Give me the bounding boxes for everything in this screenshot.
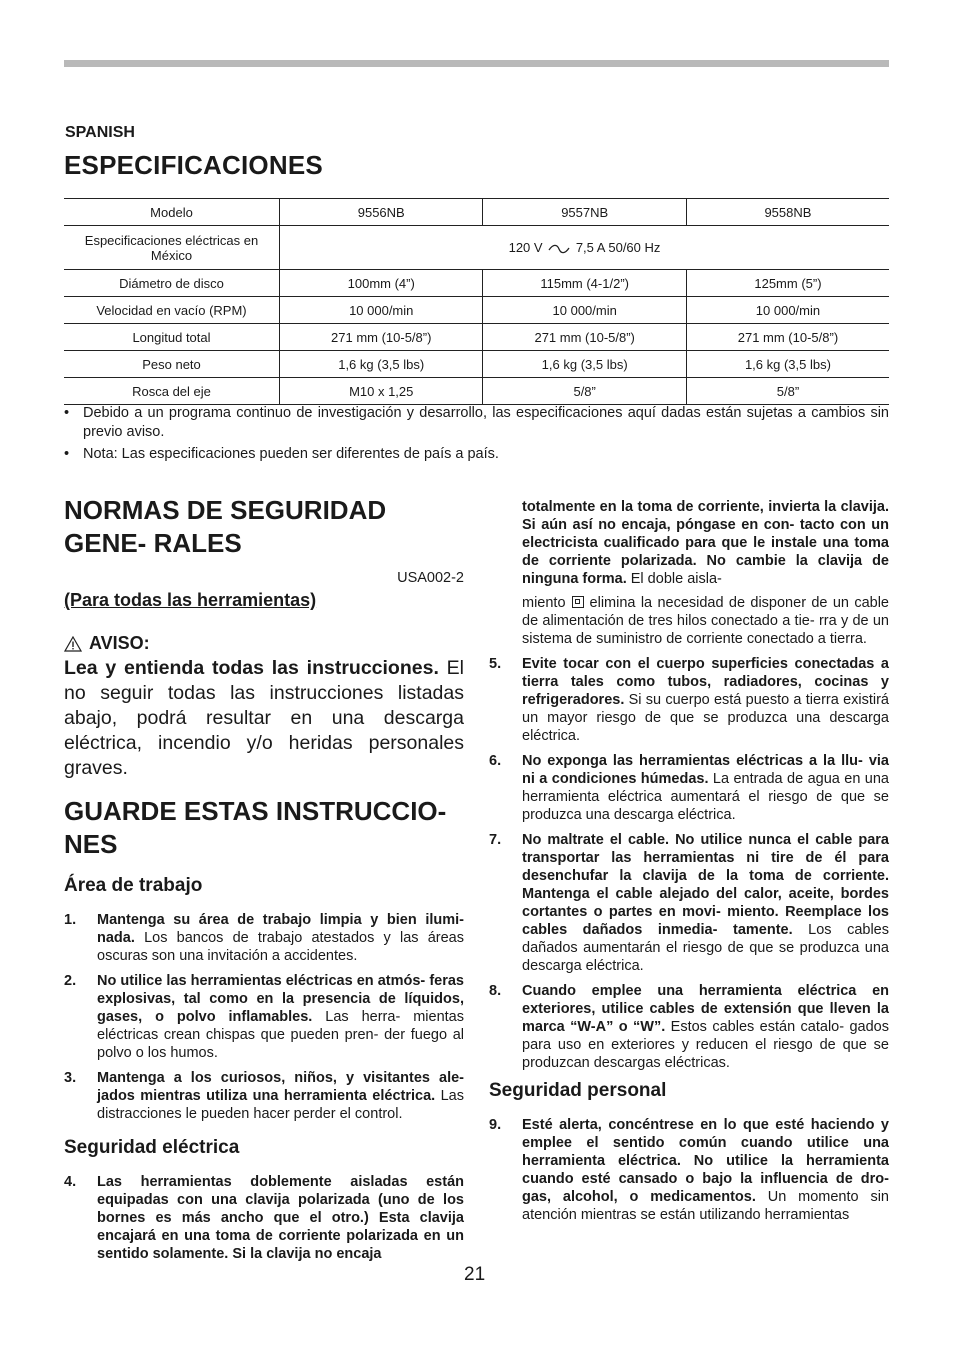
- list-item: [489, 752, 889, 824]
- table-cell: 10 000/min: [483, 297, 686, 324]
- list-item: [64, 972, 464, 1062]
- item-text: Las herra- mientas eléctricas crean chispas que pueden pren- der fuego al polvo o los humos.: [97, 1009, 464, 1061]
- note-text: Debido a un programa continuo de investigación y desarrollo, las especificaciones aquí dadas están sujetas a cambios sin previo aviso.: [83, 405, 889, 440]
- current-text: 7,5 A 50/60 Hz: [575, 240, 661, 255]
- table-row: [64, 324, 889, 351]
- table-cell: 5/8”: [686, 378, 889, 405]
- table-row: [64, 270, 889, 297]
- table-cell: M10 x 1,25: [280, 378, 483, 405]
- table-row: [64, 378, 889, 405]
- item-bold: No exponga las herramientas eléctricas a la llu- via ni a condiciones húmedas.: [522, 753, 889, 787]
- warning-text: [64, 656, 464, 781]
- right-column: [489, 498, 889, 1231]
- item-text: La entrada de agua en una herramienta eléctrica aumentará el riesgo de que se produzca una descarga eléctrica.: [522, 771, 889, 823]
- item-text: Si su cuerpo está puesto a tierra existirá un mayor riesgo de que se produzca una descarga eléctrica.: [522, 692, 889, 744]
- model-cell: 9557NB: [483, 199, 686, 226]
- warning-lead-text: El no seguir todas las instrucciones listadas abajo, podrá resultar en una descarga eléctrica, incendio y/o heridas personales graves.: [64, 657, 464, 779]
- note-text: Nota: Las especificaciones pueden ser diferentes de país a país.: [83, 446, 499, 462]
- item-number: 5.: [489, 656, 502, 672]
- table-cell: 271 mm (10-5/8”): [483, 324, 686, 351]
- item-bold: Las herramientas doblemente aisladas están equipadas con una clavija polarizada (uno de los bornes es más ancho que el otro.) Esta clavija encajará en una toma de corriente polarizada en un sentido solamente. Si la clavija no encaja: [97, 1174, 464, 1262]
- left-column: [64, 494, 464, 1270]
- row-label: Especificaciones eléctricas en México: [64, 226, 280, 270]
- row-label: Velocidad en vacío (RPM): [64, 297, 280, 324]
- language-label: SPANISH: [65, 124, 135, 141]
- warning-lead-bold: Lea y entienda todas las instrucciones.: [64, 657, 439, 679]
- table-cell: 271 mm (10-5/8”): [686, 324, 889, 351]
- list-item: [489, 831, 889, 975]
- item-text: Los cables dañados aumentarán el riesgo de que se produzca una descarga eléctrica.: [522, 922, 889, 974]
- table-cell: 115mm (4-1/2”): [483, 270, 686, 297]
- item-text: miento: [522, 595, 566, 611]
- item-bold: Mantenga su área de trabajo limpia y bien ilumi- nada.: [97, 912, 464, 946]
- item-bold: Esté alerta, concéntrese en lo que esté haciendo y emplee el sentido común cuando utilice una herramienta eléctrica. No utilice la herramienta cuando esté cansado o bajo la influencia de dro- gas, alcohol, o medicamentos.: [522, 1117, 889, 1205]
- bullet: •: [64, 446, 70, 462]
- row-label: Longitud total: [64, 324, 280, 351]
- item-bold: totalmente en la toma de corriente, invierta la clavija. Si aún así no encaja, póngase en con- tacto con un electricista cualificado para que le instale una toma de corriente polarizada. No cambie la clavija de ninguna forma.: [522, 499, 889, 587]
- table-cell: 125mm (5”): [686, 270, 889, 297]
- electrical-value: [280, 226, 890, 270]
- warning-triangle-icon: [64, 636, 82, 652]
- table-cell: 1,6 kg (3,5 lbs): [280, 351, 483, 378]
- table-row: [64, 199, 889, 226]
- table-row: [64, 297, 889, 324]
- item-number: 9.: [489, 1117, 502, 1133]
- item-number: 7.: [489, 832, 502, 848]
- note-item: [64, 445, 889, 464]
- item-bold: No utilice las herramientas eléctricas en atmós- feras explosivas, tal como en la presencia de líquidos, gases, o polvo inflamables.: [97, 973, 464, 1025]
- item-number: 6.: [489, 753, 502, 769]
- electrical-safety-heading: Seguridad eléctrica: [64, 1137, 240, 1158]
- item-number: 2.: [64, 973, 77, 989]
- warning-label: AVISO:: [89, 633, 150, 653]
- list-item: [489, 1116, 889, 1224]
- table-cell: 1,6 kg (3,5 lbs): [483, 351, 686, 378]
- safety-title: NORMAS DE SEGURIDAD GENE- RALES: [64, 495, 387, 558]
- table-cell: 1,6 kg (3,5 lbs): [686, 351, 889, 378]
- table-cell: 10 000/min: [280, 297, 483, 324]
- row-label: Diámetro de disco: [64, 270, 280, 297]
- table-row: [64, 351, 889, 378]
- item-number: 4.: [64, 1174, 77, 1190]
- table-cell: 10 000/min: [686, 297, 889, 324]
- safety-subtitle: (Para todas las herramientas): [64, 590, 317, 610]
- header-rule: [64, 60, 889, 67]
- list-item: [64, 911, 464, 965]
- row-label: Modelo: [64, 199, 280, 226]
- list-item: [64, 1069, 464, 1123]
- item-text: El doble aisla-: [626, 571, 722, 587]
- list-item-continuation: [489, 594, 889, 648]
- table-cell: 271 mm (10-5/8”): [280, 324, 483, 351]
- spec-notes: [64, 404, 889, 467]
- model-cell: 9556NB: [280, 199, 483, 226]
- item-text: Los bancos de trabajo atestados y las áreas oscuras son una invitación a accidentes.: [97, 930, 464, 964]
- voltage-text: 120 V: [508, 240, 543, 255]
- work-area-heading: Área de trabajo: [64, 875, 203, 896]
- save-instructions-title: GUARDE ESTAS INSTRUCCIO- NES: [64, 796, 447, 859]
- item-number: 3.: [64, 1070, 77, 1086]
- document-code: USA002-2: [397, 570, 464, 586]
- double-insulation-icon: [572, 596, 584, 608]
- item-text: Estos cables están catalo- gados para uso en exteriores y reducen el riesgo de que se produzcan descargas eléctricas.: [522, 1019, 889, 1071]
- specifications-title: ESPECIFICACIONES: [64, 150, 323, 180]
- model-cell: 9558NB: [686, 199, 889, 226]
- table-cell: 5/8”: [483, 378, 686, 405]
- item-bold: Mantenga a los curiosos, niños, y visitantes ale- jados mientras utiliza una herramienta eléctrica.: [97, 1070, 464, 1104]
- list-item: [489, 982, 889, 1072]
- row-label: Rosca del eje: [64, 378, 280, 405]
- list-item-continuation: [489, 498, 889, 588]
- list-item: [64, 1173, 464, 1263]
- item-bold: Evite tocar con el cuerpo superficies conectadas a tierra tales como tubos, radiadores, cocinas y refrigeradores.: [522, 656, 889, 708]
- page-number: 21: [464, 1264, 486, 1285]
- specifications-table: [64, 198, 889, 405]
- bullet: •: [64, 405, 70, 421]
- item-text: Las distracciones le pueden hacer perder el control.: [97, 1088, 464, 1122]
- table-cell: 100mm (4”): [280, 270, 483, 297]
- personal-safety-heading: Seguridad personal: [489, 1080, 667, 1101]
- note-item: [64, 404, 889, 442]
- item-number: 1.: [64, 912, 77, 928]
- warning-heading: [64, 633, 464, 654]
- item-bold: No maltrate el cable. No utilice nunca el cable para transportar las herramientas ni tire de él para desenchufar la clavija de la toma de corriente. Mantenga el cable alejado del calor, aceite, bordes cortantes o partes en movi- miento. Reemplace los cables dañados inmedia- tamente.: [522, 832, 889, 938]
- item-bold: Cuando emplee una herramienta eléctrica en exteriores, utilice cables de extensión que lleven la marca “W-A” o “W”.: [522, 983, 889, 1035]
- item-text: elimina la necesidad de disponer de un cable de alimentación de tres hilos conectado a tie- rra y de un sistema de suministro de corriente conectado a tierra.: [522, 595, 889, 647]
- ac-symbol-icon: [548, 244, 570, 254]
- row-label: Peso neto: [64, 351, 280, 378]
- table-row: [64, 226, 889, 270]
- list-item: [489, 655, 889, 745]
- item-number: 8.: [489, 983, 502, 999]
- item-text: Un momento sin atención mientras se están utilizando herramientas: [522, 1189, 889, 1223]
